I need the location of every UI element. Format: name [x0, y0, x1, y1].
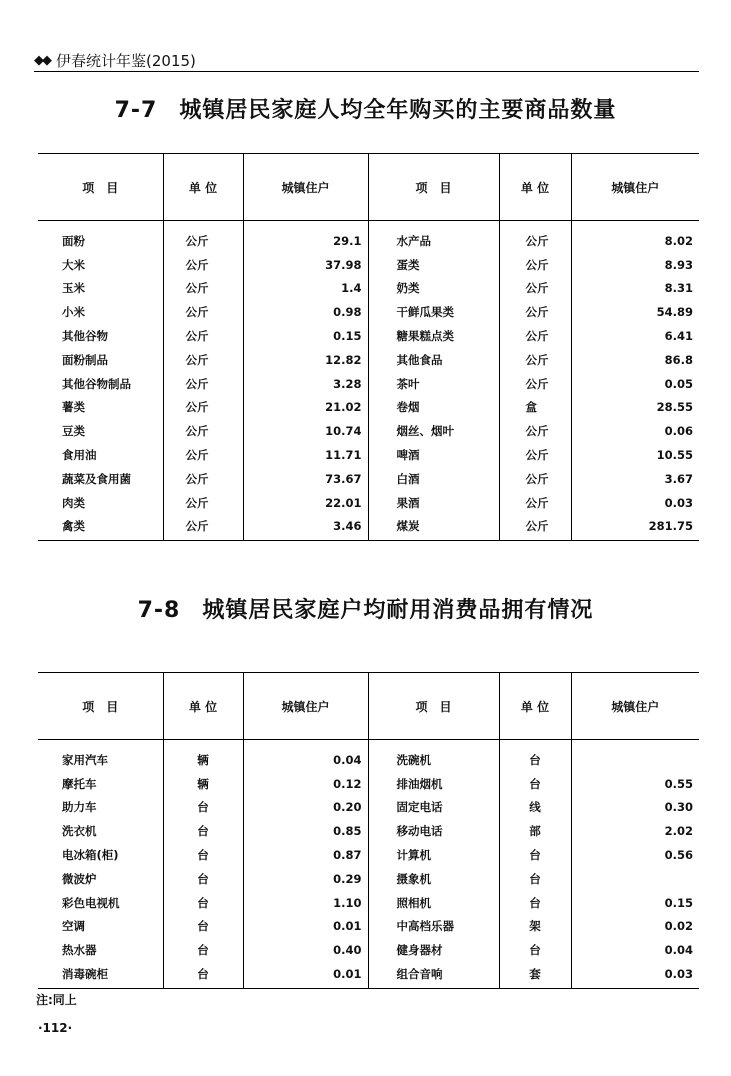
value-cell: 8.93 [571, 253, 699, 277]
item-cell: 豆类 [62, 424, 85, 439]
table1-title [0, 93, 731, 124]
item-cell: 禽类 [38, 515, 163, 541]
column-header: 项 目 [368, 154, 499, 221]
column-header: 城镇住户 [243, 673, 368, 740]
item-cell: 啤酒 [368, 443, 499, 467]
item-cell: 洗衣机 [62, 824, 97, 839]
unit-cell: 公斤 [499, 372, 571, 396]
value-cell: 0.03 [571, 491, 699, 515]
unit-cell: 线 [499, 796, 571, 820]
value-cell: 29.1 [243, 221, 368, 253]
unit-cell: 公斤 [499, 443, 571, 467]
item-cell: 蛋类 [368, 253, 499, 277]
item-cell: 消毒碗柜 [38, 962, 163, 988]
value-cell: 10.74 [243, 419, 368, 443]
item-cell: 其他谷物 [62, 329, 108, 344]
value-cell: 22.01 [243, 491, 368, 515]
column-header: 城镇住户 [571, 673, 699, 740]
value-cell: 2.02 [571, 819, 699, 843]
item-cell: 组合音响 [368, 962, 499, 988]
item-cell: 食用油 [62, 448, 97, 463]
table2-header-row [38, 673, 699, 740]
unit-cell: 公斤 [163, 443, 243, 467]
unit-cell: 公斤 [499, 300, 571, 324]
book-title: 伊春统计年鉴(2015) [56, 52, 196, 70]
unit-cell: 台 [499, 938, 571, 962]
value-cell: 0.29 [243, 867, 368, 891]
column-header: 项 目 [38, 154, 163, 221]
unit-cell: 公斤 [163, 324, 243, 348]
value-cell: 0.30 [571, 796, 699, 820]
value-cell: 0.98 [243, 300, 368, 324]
table1-header-row [38, 154, 699, 221]
value-cell: 0.12 [243, 772, 368, 796]
value-cell [571, 740, 699, 772]
unit-cell: 公斤 [499, 324, 571, 348]
unit-cell: 公斤 [163, 221, 243, 253]
table-row [38, 372, 699, 396]
unit-cell: 公斤 [499, 348, 571, 372]
table-row [38, 277, 699, 301]
unit-cell: 台 [163, 915, 243, 939]
table2-number: 7-8 [137, 598, 181, 623]
item-cell: 移动电话 [368, 819, 499, 843]
item-cell: 果酒 [368, 491, 499, 515]
value-cell: 3.28 [243, 372, 368, 396]
table1-title-text: 城镇居民家庭人均全年购买的主要商品数量 [179, 98, 617, 123]
unit-cell: 架 [499, 915, 571, 939]
unit-cell: 台 [163, 843, 243, 867]
value-cell: 0.15 [243, 324, 368, 348]
value-cell: 0.01 [243, 962, 368, 988]
running-header [34, 50, 196, 71]
column-header: 项 目 [38, 673, 163, 740]
item-cell: 助力车 [62, 800, 97, 815]
table-row [38, 396, 699, 420]
value-cell [571, 867, 699, 891]
value-cell: 0.87 [243, 843, 368, 867]
unit-cell: 台 [163, 796, 243, 820]
table1-body [38, 221, 699, 541]
item-cell: 热水器 [62, 943, 97, 958]
table-row [38, 843, 699, 867]
item-cell: 摄象机 [368, 867, 499, 891]
unit-cell: 公斤 [163, 515, 243, 541]
item-cell: 肉类 [62, 495, 85, 510]
value-cell: 8.31 [571, 277, 699, 301]
value-cell: 1.4 [243, 277, 368, 301]
item-cell: 煤炭 [368, 515, 499, 541]
item-cell: 固定电话 [368, 796, 499, 820]
column-header: 城镇住户 [243, 154, 368, 221]
table-row [38, 221, 699, 253]
unit-cell: 台 [163, 819, 243, 843]
value-cell: 0.05 [571, 372, 699, 396]
unit-cell: 台 [499, 843, 571, 867]
table-row [38, 443, 699, 467]
value-cell: 0.04 [243, 740, 368, 772]
unit-cell: 台 [163, 891, 243, 915]
value-cell: 21.02 [243, 396, 368, 420]
diamond-bullet-icon: ◆◆ [34, 53, 50, 68]
unit-cell: 辆 [163, 772, 243, 796]
table2 [38, 672, 699, 989]
value-cell: 0.04 [571, 938, 699, 962]
item-cell: 微波炉 [62, 871, 97, 886]
item-cell: 面粉 [62, 233, 85, 248]
item-cell: 面粉制品 [62, 352, 108, 367]
value-cell: 1.10 [243, 891, 368, 915]
unit-cell: 辆 [163, 740, 243, 772]
item-cell: 卷烟 [368, 396, 499, 420]
column-header: 单 位 [163, 154, 243, 221]
unit-cell: 部 [499, 819, 571, 843]
table-row [38, 938, 699, 962]
value-cell: 0.15 [571, 891, 699, 915]
item-cell: 玉米 [62, 281, 85, 296]
unit-cell: 公斤 [163, 277, 243, 301]
table-row [38, 348, 699, 372]
item-cell: 电冰箱(柜) [62, 848, 119, 863]
value-cell: 0.55 [571, 772, 699, 796]
page-number: ·112· [38, 1021, 73, 1035]
footnote: 注:同上 [36, 993, 77, 1007]
table-row [38, 891, 699, 915]
table-row [38, 962, 699, 988]
item-cell: 薯类 [62, 400, 85, 415]
unit-cell: 盒 [499, 396, 571, 420]
item-cell: 小米 [62, 305, 85, 320]
value-cell: 0.85 [243, 819, 368, 843]
table-row [38, 467, 699, 491]
unit-cell: 公斤 [499, 419, 571, 443]
table1 [38, 153, 699, 541]
table2-body [38, 740, 699, 989]
item-cell: 计算机 [368, 843, 499, 867]
item-cell: 烟丝、烟叶 [368, 419, 499, 443]
unit-cell: 公斤 [499, 253, 571, 277]
unit-cell: 公斤 [163, 253, 243, 277]
value-cell: 0.03 [571, 962, 699, 988]
item-cell: 其他食品 [368, 348, 499, 372]
item-cell: 家用汽车 [62, 752, 108, 767]
unit-cell: 公斤 [163, 396, 243, 420]
item-cell: 健身器材 [368, 938, 499, 962]
table-row [38, 796, 699, 820]
item-cell: 照相机 [368, 891, 499, 915]
item-cell: 干鲜瓜果类 [368, 300, 499, 324]
value-cell: 37.98 [243, 253, 368, 277]
item-cell: 中高档乐器 [368, 915, 499, 939]
item-cell: 蔬菜及食用菌 [62, 471, 131, 486]
value-cell: 0.06 [571, 419, 699, 443]
item-cell: 白酒 [368, 467, 499, 491]
value-cell: 73.67 [243, 467, 368, 491]
table-row [38, 491, 699, 515]
item-cell: 洗碗机 [368, 740, 499, 772]
unit-cell: 台 [499, 740, 571, 772]
value-cell: 3.46 [243, 515, 368, 541]
unit-cell: 公斤 [499, 491, 571, 515]
column-header: 城镇住户 [571, 154, 699, 221]
unit-cell: 套 [499, 962, 571, 988]
column-header: 单 位 [499, 673, 571, 740]
item-cell: 水产品 [368, 221, 499, 253]
table-row [38, 324, 699, 348]
item-cell: 彩色电视机 [62, 895, 120, 910]
unit-cell: 台 [499, 772, 571, 796]
value-cell: 8.02 [571, 221, 699, 253]
column-header: 项 目 [368, 673, 499, 740]
item-cell: 奶类 [368, 277, 499, 301]
value-cell: 0.20 [243, 796, 368, 820]
unit-cell: 公斤 [499, 515, 571, 541]
item-cell: 大米 [62, 257, 85, 272]
unit-cell: 台 [163, 867, 243, 891]
table-row [38, 253, 699, 277]
item-cell: 糖果糕点类 [368, 324, 499, 348]
table-row [38, 419, 699, 443]
value-cell: 0.01 [243, 915, 368, 939]
table1-number: 7-7 [114, 98, 158, 123]
unit-cell: 公斤 [499, 467, 571, 491]
unit-cell: 公斤 [163, 372, 243, 396]
value-cell: 6.41 [571, 324, 699, 348]
unit-cell: 台 [499, 891, 571, 915]
value-cell: 281.75 [571, 515, 699, 541]
value-cell: 86.8 [571, 348, 699, 372]
table-row [38, 915, 699, 939]
item-cell: 摩托车 [62, 776, 97, 791]
value-cell: 12.82 [243, 348, 368, 372]
item-cell: 其他谷物制品 [62, 376, 131, 391]
table-row [38, 772, 699, 796]
value-cell: 0.40 [243, 938, 368, 962]
value-cell: 11.71 [243, 443, 368, 467]
table2-title-text: 城镇居民家庭户均耐用消费品拥有情况 [202, 598, 594, 623]
column-header: 单 位 [499, 154, 571, 221]
value-cell: 54.89 [571, 300, 699, 324]
unit-cell: 台 [163, 962, 243, 988]
unit-cell: 公斤 [163, 419, 243, 443]
table-row [38, 515, 699, 541]
unit-cell: 公斤 [163, 300, 243, 324]
item-cell: 茶叶 [368, 372, 499, 396]
table2-title [0, 593, 731, 624]
value-cell: 0.02 [571, 915, 699, 939]
value-cell: 10.55 [571, 443, 699, 467]
column-header: 单 位 [163, 673, 243, 740]
header-rule [34, 71, 699, 72]
value-cell: 0.56 [571, 843, 699, 867]
item-cell: 排油烟机 [368, 772, 499, 796]
table-row [38, 740, 699, 772]
value-cell: 3.67 [571, 467, 699, 491]
item-cell: 空调 [62, 919, 85, 934]
unit-cell: 台 [163, 938, 243, 962]
unit-cell: 公斤 [163, 348, 243, 372]
value-cell: 28.55 [571, 396, 699, 420]
unit-cell: 公斤 [499, 277, 571, 301]
table-row [38, 300, 699, 324]
table-row [38, 819, 699, 843]
unit-cell: 台 [499, 867, 571, 891]
unit-cell: 公斤 [163, 467, 243, 491]
unit-cell: 公斤 [163, 491, 243, 515]
table-row [38, 867, 699, 891]
unit-cell: 公斤 [499, 221, 571, 253]
